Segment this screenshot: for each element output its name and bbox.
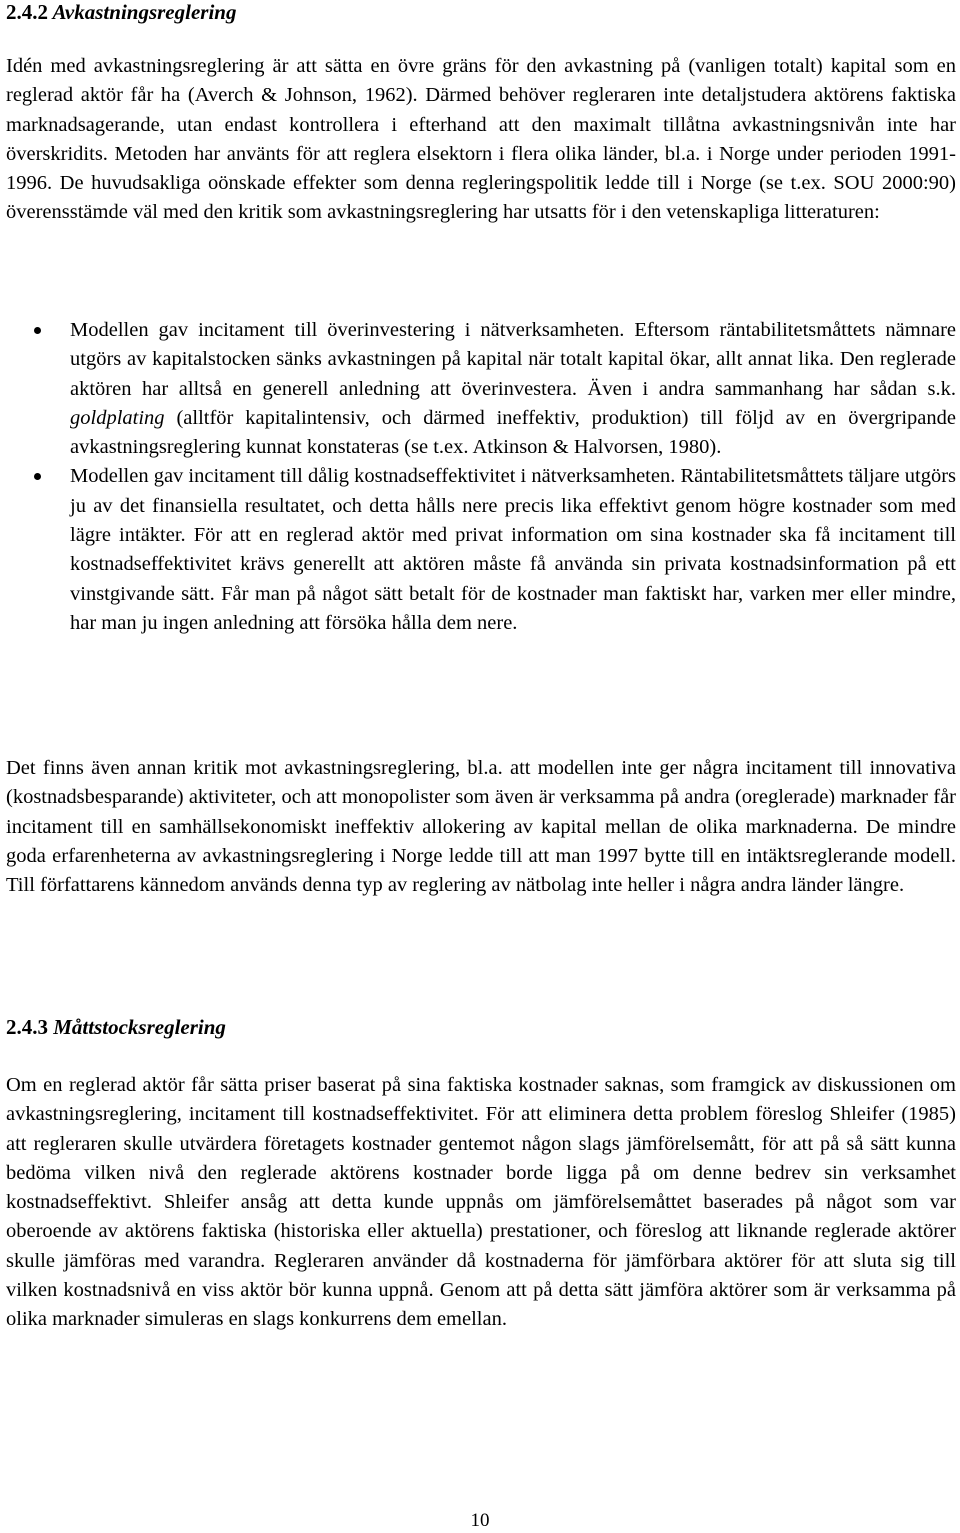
bullet-text: Modellen gav incitament till överinvestering i nätverksamheten. Eftersom räntabilitetsmåttets nämnare utgörs av kapitalstocken sänks avkastningen på kapital när totalt kapital ökar, allt annat lika. Den reglerade aktören har alltså en generell anledning att överinvestera. Även i andra sammanhang har sådan s.k.	[70, 319, 956, 400]
bullet-text: Modellen gav incitament till dålig kostnadseffektivitet i nätverksamheten. Räntabilitetsmåttets täljare utgörs ju av det finansiella resultatet, och detta hålls nere precis lika effektivt genom högre kostnader som med lägre intäkter. För att en reglerad aktör med privat information om sina kostnader ska få incitament till kostnadseffektivitet krävs generellt att aktören måste få använda sin privata kostnadsinformation på ett vinstgivande sätt. Får man på något sätt betalt för de kostnader man faktiskt har, varken mer eller mindre, har man ju ingen anledning att försöka hålla dem nere.	[70, 465, 957, 634]
heading-title: Måttstocksreglering	[53, 1015, 226, 1039]
page-number: 10	[470, 1510, 490, 1531]
list-item	[6, 462, 956, 638]
bullet-text-cont: (alltför kapitalintensiv, och därmed ineffektiv, produktion) till följd av en övergripande avkastningsreglering kunnat konstateras (se t.ex. Atkinson & Halvorsen, 1980).	[70, 406, 956, 459]
section-heading-2-4-2	[6, 0, 236, 24]
bullet-list	[6, 316, 956, 638]
bullet-icon	[34, 473, 41, 480]
paragraph-intro: Idén med avkastningsreglering är att sätta en övre gräns för den avkastning på (vanligen totalt) kapital som en reglerad aktör får ha (Averch & Johnson, 1962). Därmed behöver regleraren inte detaljstudera aktörens faktiska marknadsagerande, utan endast kontrollera i efterhand att den maximalt tillåtna avkastningsnivån inte har överskridits. Metoden har använts för att reglera elsektorn i flera olika länder, bl.a. i Norge under perioden 1991-1996. De huvudsakliga oönskade effekter som denna regleringspolitik ledde till i Norge (se t.ex. SOU 2000:90) överensstämde väl med den kritik som avkastningsreglering har utsatts för i den vetenskapliga litteraturen:	[6, 55, 956, 224]
paragraph-criticism: Det finns även annan kritik mot avkastningsreglering, bl.a. att modellen inte ger några incitament till innovativa (kostnadsbesparande) aktiviteter, och att monopolister som även är verksamma på andra (oreglerade) marknader får incitament till en samhällsekonomiskt ineffektiv allokering av kapital mellan de olika marknaderna. De mindre goda erfarenheterna av avkastningsreglering i Norge ledde till att man 1997 bytte till en intäktsreglerande modell. Till författarens kännedom används denna typ av reglering av nätbolag inte heller i några andra länder längre.	[6, 757, 956, 897]
paragraph-benchmarking: Om en reglerad aktör får sätta priser baserat på sina faktiska kostnader saknas, som framgick av diskussionen om avkastningsreglering, incitament till kostnadseffektivitet. För att eliminera detta problem föreslog Shleifer (1985) att regleraren skulle utvärdera företagets kostnader gentemot någon slags jämförelsemått, för att på så sätt kunna bedöma vilken nivå den reglerade aktörens kostnader borde ligga på om denne bedrev sin verksamhet kostnadseffektivt. Shleifer ansåg att detta kunde uppnås om jämförelsemåttet baserades på något som var oberoende av aktörens faktiska (historiska eller aktuella) prestationer, och föreslog att liknande reglerade aktörer skulle jämföras med varandra. Regleraren använder då kostnaderna för jämförbara aktörer för att sluta sig till vilken kostnadsnivå en viss aktör bör kunna uppnå. Genom att på detta sätt jämföra aktörer som är verksamma på olika marknader simuleras en slags konkurrens dem emellan.	[6, 1074, 956, 1331]
section-heading-2-4-3	[6, 1015, 226, 1039]
list-item	[6, 316, 956, 462]
heading-title: Avkastningsreglering	[52, 0, 237, 24]
bullet-icon	[34, 327, 41, 334]
heading-number: 2.4.3	[6, 1015, 48, 1039]
emphasis-term: goldplating	[70, 406, 165, 429]
heading-number: 2.4.2	[6, 0, 48, 24]
